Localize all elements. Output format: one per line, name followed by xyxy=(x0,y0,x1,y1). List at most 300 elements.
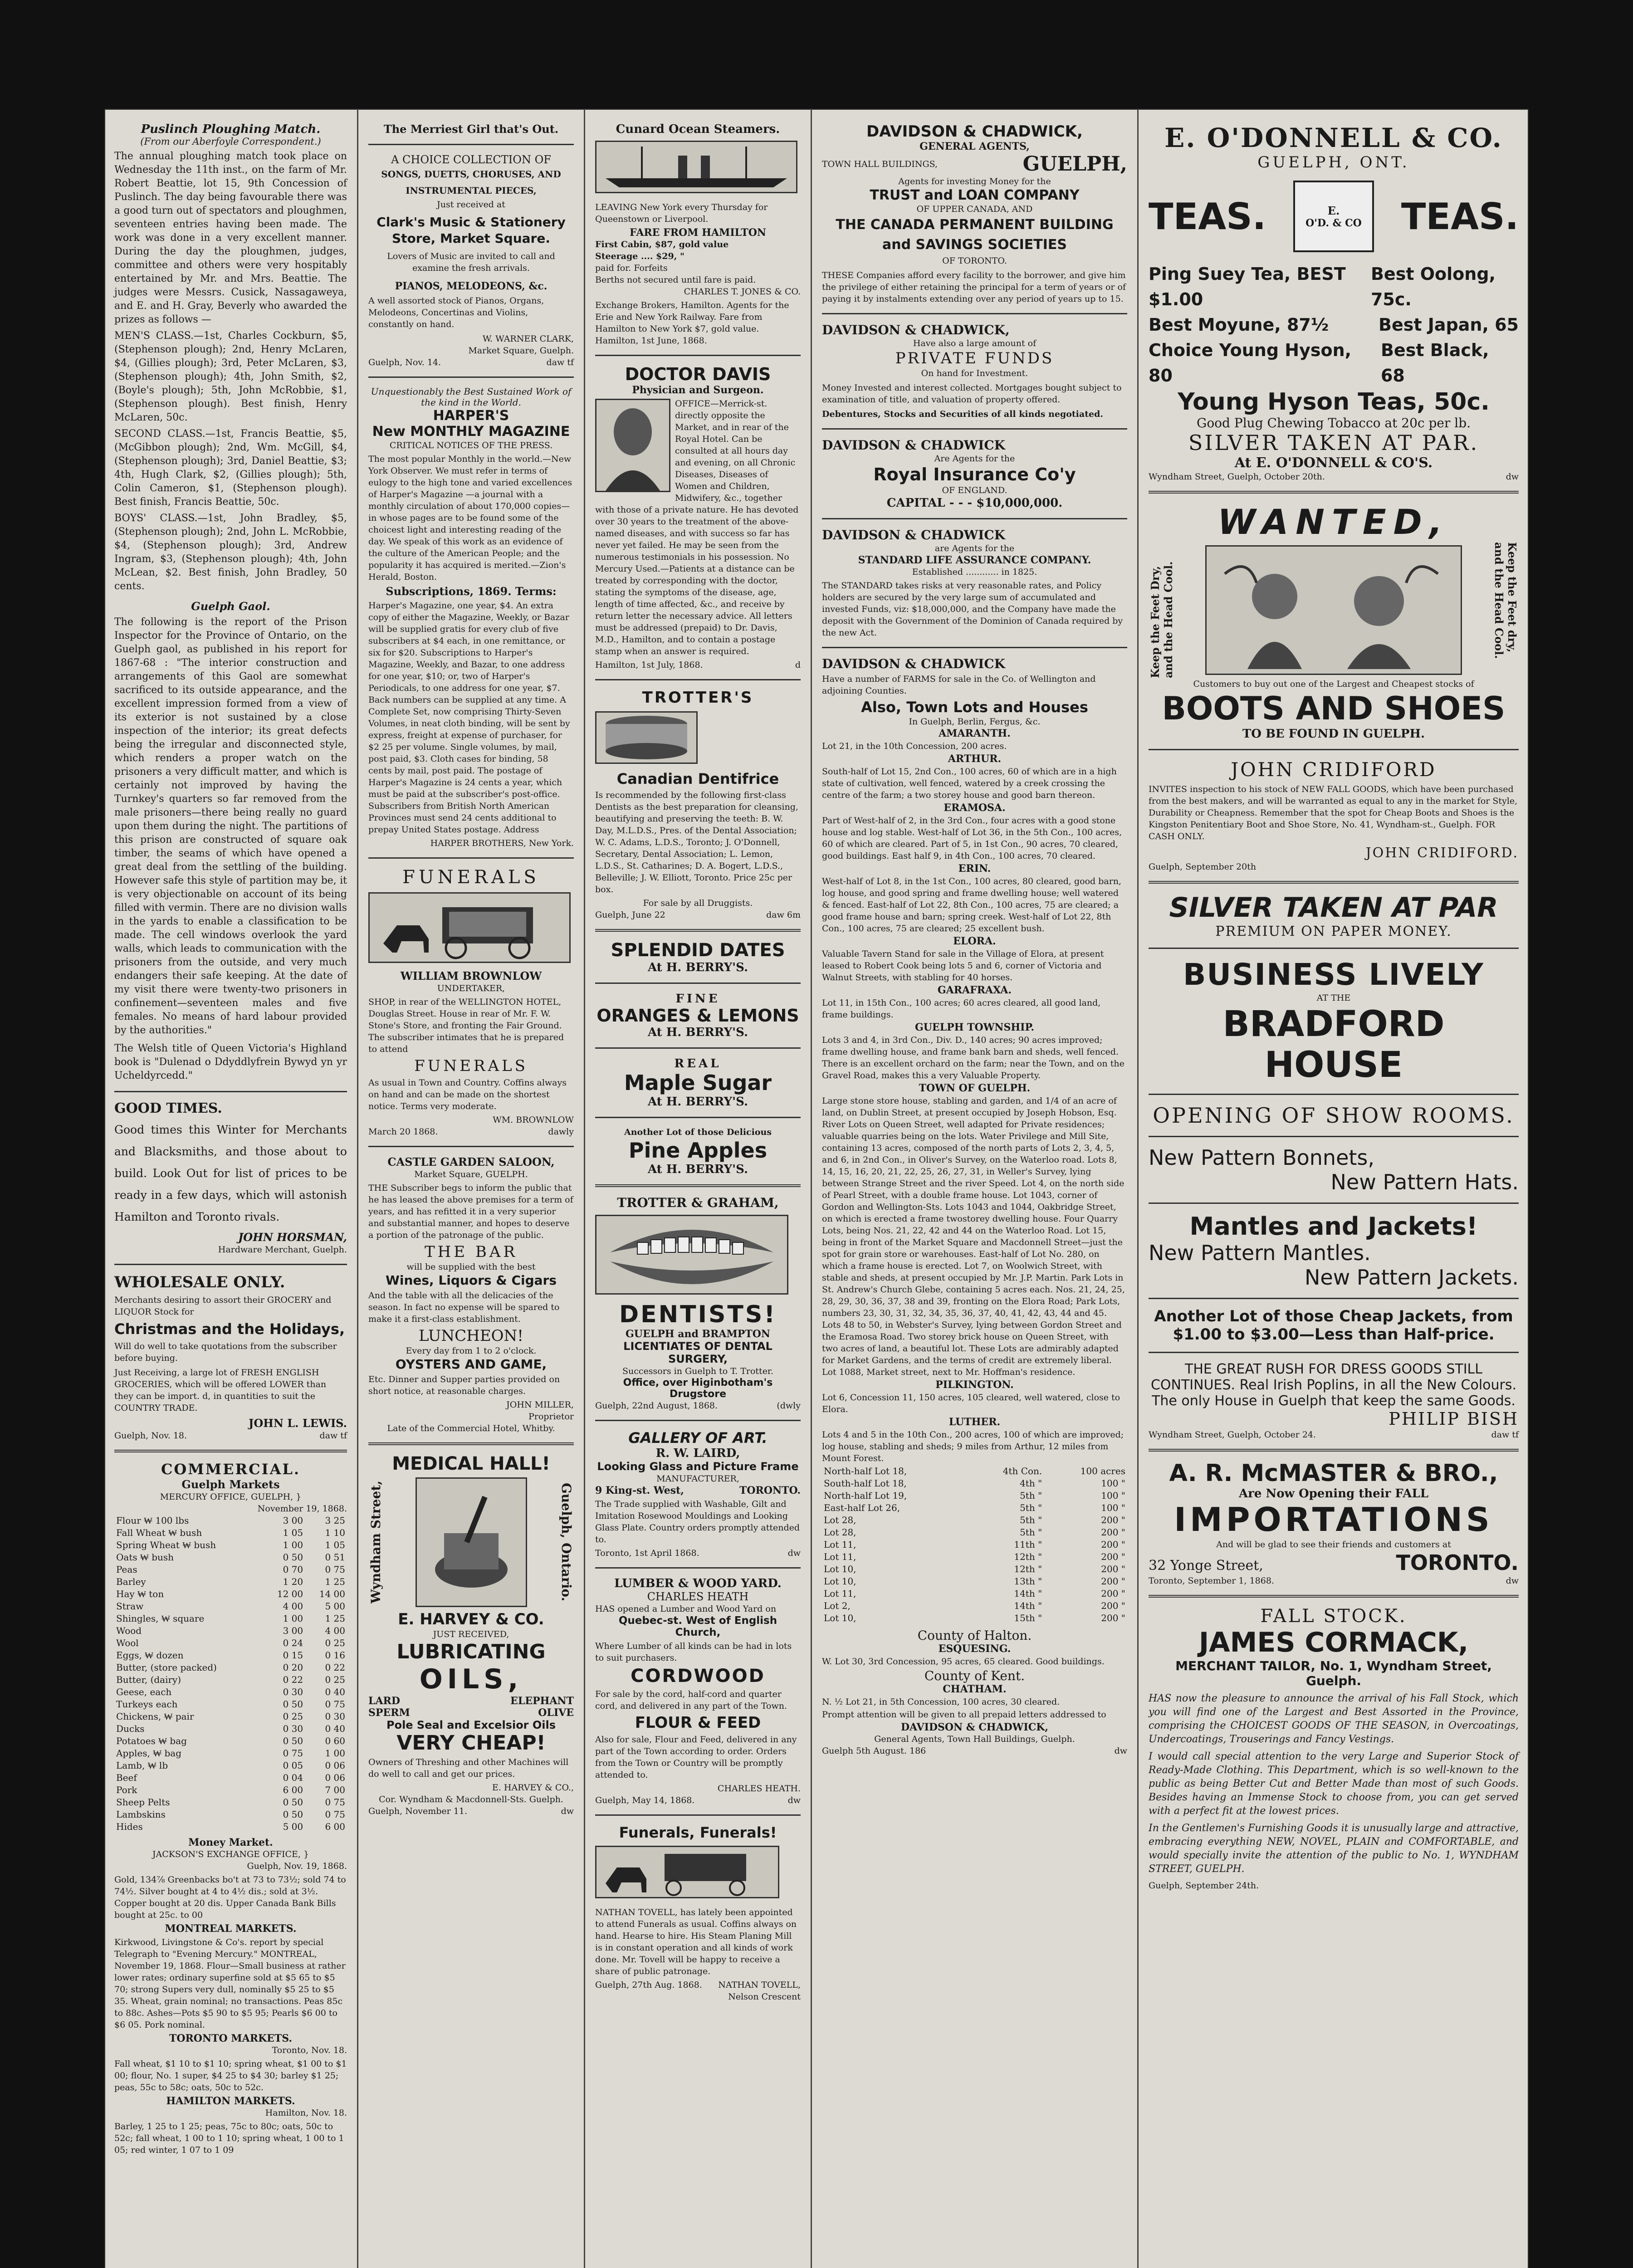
cormack-body-2: I would call special attention to the very Large and Superior Stock of Ready-Made Clothing. This Department, which is so well-known to the public as being Better Cut and Better Made than most of such Goods. Besides having an Immense Stock to choose from, you can get served with a perfect fit at the lowest prices. xyxy=(1149,1751,1519,1817)
market-row xyxy=(114,1674,347,1686)
divider xyxy=(595,929,801,932)
at-the: AT THE xyxy=(1316,993,1351,1003)
market-price: 0 24 xyxy=(283,1637,303,1648)
ploughing-subtitle: (From our Aberfoyle Correspondent.) xyxy=(140,136,321,147)
elephant: ELEPHANT xyxy=(510,1695,574,1707)
dc2-body: Have also a large amount of xyxy=(913,338,1037,348)
funerals-title: FUNERALS xyxy=(402,867,540,888)
market-item: Wool xyxy=(116,1637,139,1648)
agents-for: Agents for investing Money for the xyxy=(898,176,1051,186)
divider xyxy=(1149,1136,1519,1137)
laird-body: The Trade supplied with Washable, Gilt and Imitation Rosewood Mouldings and Looking Glass Plate. Country orders promptly attended to. xyxy=(595,1499,800,1545)
medical-panel xyxy=(368,1474,574,1610)
lard: LARD xyxy=(368,1695,400,1707)
market-item: Butter, (dairy) xyxy=(116,1674,181,1685)
trust-loan: TRUST and LOAN COMPANY xyxy=(870,187,1080,203)
luther-cell: 11th " xyxy=(1014,1539,1042,1550)
tea-left: Best Moyune, 87½ xyxy=(1149,315,1329,335)
luther-row xyxy=(822,1477,1127,1490)
luther-row xyxy=(822,1612,1127,1624)
divider xyxy=(595,679,801,680)
luther-cell: Lot 11, xyxy=(824,1551,856,1562)
lewis-code: daw tf xyxy=(319,1431,347,1441)
eramosa-body: Part of West-half of 2, in the 3rd Con., four acres with a good stone house and log stable. West-half of Lot 36, in the 5th Con., 100 acres, 60 of which are cleared. Part of 5, in 1st Con., 90 acres, 70 cleared, good buildings. East half 9, in 4th Con., 100 acres, 70 cleared. xyxy=(822,816,1122,861)
market-price: 1 20 xyxy=(283,1576,303,1587)
divider xyxy=(1149,881,1519,884)
market-price: 6 00 xyxy=(325,1821,345,1832)
cormack-body-3: In the Gentlemen's Furnishing Goods it is unusually large and attractive, embracing everything NEW, NOVEL, PLAIN and COMFORTABLE, and would specially invite the attention of the public to No. 1, WYNDHAM STREET, GUELPH. xyxy=(1149,1823,1519,1875)
prompt-note: Prompt attention will be given to all prepaid letters addressed to xyxy=(822,1710,1106,1720)
harpers-body: The most popular Monthly in the world.—New York Observer. We must refer in terms of eulogy to the high tone and varied excellences of Harper's Magazine —a journal with a monthly circulation of about 170,000 copies—in whose pages are to be found some of the choicest light and interesting reading of the day. We speak of this work as an evidence of the culture of the American People; and the popularity it has acquired is merited.—Zion's Herald, Boston. xyxy=(368,454,572,582)
market-item: Straw xyxy=(116,1601,144,1612)
debentures: Debentures, Stocks and Securities of all kinds negotiated. xyxy=(822,409,1103,419)
market-row xyxy=(114,1698,347,1711)
np-hats: New Pattern Hats. xyxy=(1330,1170,1519,1194)
tea-right: Best Black, 68 xyxy=(1380,340,1489,386)
luther-cell: 12th " xyxy=(1014,1551,1042,1562)
mcmaster-sub: Are Now Opening their FALL xyxy=(1238,1487,1429,1501)
commercial-title: COMMERCIAL. xyxy=(161,1461,301,1478)
market-price: 1 00 xyxy=(325,1748,345,1759)
tea-right: Best Oolong, 75c. xyxy=(1370,264,1496,309)
market-price: 0 70 xyxy=(283,1564,303,1575)
fare-steerage: Steerage .... $29, " xyxy=(595,251,684,261)
office-location: Office, over Higinbotham's Drugstore xyxy=(623,1377,773,1400)
silver-par: SILVER TAKEN AT PAR. xyxy=(1188,430,1479,455)
divider xyxy=(595,1567,801,1569)
luther-cell: Lot 10, xyxy=(824,1613,856,1623)
olive: OLIVE xyxy=(538,1707,574,1719)
business-lively: BUSINESS LIVELY xyxy=(1183,957,1484,992)
market-row xyxy=(114,1662,347,1674)
erin-body: West-half of Lot 8, in the 1st Con., 100 acres, 80 cleared, good barn, log house, and good spring and frame dwelling house; well watered & fenced. East-half of Lot 22, 8th Con., 100 acres, 75 are cleared; a good frame house and barn; spring creek. West-half of Lot 22, 8th Con., 100 acres, 75 are cleared; 25 excellent bush. xyxy=(822,876,1122,934)
keep-left: Keep the Feet Dry, and the Head Cool. xyxy=(1149,561,1175,678)
keep-right: Keep the Feet dry, and the Head Cool. xyxy=(1492,542,1519,659)
undertaker: UNDERTAKER, xyxy=(437,983,505,993)
lewis-date: Guelph, Nov. 18. xyxy=(114,1431,187,1441)
heath-date: Guelph, May 14, 1868. xyxy=(595,1795,695,1805)
market-price: 1 05 xyxy=(283,1527,303,1538)
also-town: Also, Town Lots and Houses xyxy=(861,699,1088,716)
odonnell-title: E. O'DONNELL & CO. xyxy=(1164,122,1503,153)
merriest-title: The Merriest Girl that's Out. xyxy=(383,122,559,136)
ploughing-title: Puslinch Ploughing Match. xyxy=(141,122,321,136)
amaranth-body: Lot 21, in the 10th Concession, 200 acres. xyxy=(822,741,1007,751)
luther-cell: Lot 11, xyxy=(824,1588,856,1599)
medical-hall: MEDICAL HALL! xyxy=(392,1453,550,1474)
elora-title: ELORA. xyxy=(953,935,996,947)
dentifrice-sold: For sale by all Druggists. xyxy=(643,898,753,908)
luncheon-sub: Every day from 1 to 2 o'clock. xyxy=(406,1346,537,1356)
market-item: Lambskins xyxy=(116,1809,166,1820)
luther-cell: 14th " xyxy=(1014,1588,1042,1599)
dc3-body: Are Agents for the xyxy=(934,454,1015,464)
luther-cell: 200 " xyxy=(1101,1613,1125,1623)
market-item: Chickens, ₩ pair xyxy=(116,1711,194,1722)
market-price: 0 50 xyxy=(283,1699,303,1710)
market-price: 5 00 xyxy=(325,1601,345,1612)
market-row xyxy=(114,1711,347,1723)
oils: OILS, xyxy=(419,1663,523,1695)
toronto-body: Fall wheat, $1 10 to $1 10; spring wheat, $1 00 to $1 00; flour, No. 1 super, $4 25 to $4 30; barley $1 25; peas, 55c to 58c; oats, 50c to 52c. xyxy=(114,2059,347,2092)
market-row xyxy=(114,1796,347,1809)
market-item: Eggs, ₩ dozen xyxy=(116,1650,184,1661)
market-price: 0 25 xyxy=(283,1711,303,1722)
very-cheap: VERY CHEAP! xyxy=(396,1731,546,1755)
mcmaster-date: Toronto, September 1, 1868. xyxy=(1149,1576,1274,1586)
market-price: 0 40 xyxy=(325,1686,345,1697)
luther-cell: East-half Lot 26, xyxy=(824,1502,900,1513)
bish-date: Wyndham Street, Guelph, October 24. xyxy=(1149,1430,1316,1440)
divider xyxy=(368,376,574,378)
divider xyxy=(595,1814,801,1816)
luther-cell: 200 " xyxy=(1101,1551,1125,1562)
toronto-title: TORONTO MARKETS. xyxy=(169,2033,292,2044)
guelph-markets-title: Guelph Markets xyxy=(181,1478,280,1491)
brownlow-sig: WM. BROWNLOW xyxy=(493,1115,574,1125)
arthur-body: South-half of Lot 15, 2nd Con., 100 acres, 60 of which are in a high state of cultivation, well fenced, watered by a creek crossing the centre of the farm; a two storey house and good barn thereon. xyxy=(822,767,1117,800)
market-price: 0 22 xyxy=(325,1662,345,1673)
market-item: Spring Wheat ₩ bush xyxy=(116,1540,216,1550)
harpers-mag: New MONTHLY MAGAZINE xyxy=(372,424,570,440)
heath-opened: HAS opened a Lumber and Wood Yard on xyxy=(595,1604,777,1614)
davis-title: DOCTOR DAVIS xyxy=(625,364,771,384)
market-item: Pork xyxy=(116,1784,137,1795)
capital: CAPITAL - - - $10,000,000. xyxy=(886,496,1063,510)
wines: Wines, Liquors & Cigars xyxy=(385,1273,557,1288)
market-price: 12 00 xyxy=(277,1589,303,1599)
market-row xyxy=(114,1625,347,1637)
trotters-title: TROTTER'S xyxy=(642,689,754,707)
market-price: 1 10 xyxy=(325,1527,345,1538)
market-item: Geese, each xyxy=(116,1686,172,1697)
market-price: 0 50 xyxy=(283,1552,303,1563)
another-lot: Another Lot of those Delicious xyxy=(624,1127,772,1137)
flour-feed-title: FLOUR & FEED xyxy=(635,1714,761,1732)
luther-cell: 200 " xyxy=(1101,1539,1125,1550)
cridiford-title: JOHN CRIDIFORD xyxy=(1231,758,1437,781)
private-sub: On hand for Investment. xyxy=(921,368,1028,378)
davis-body: OFFICE—Merrick-st. directly opposite the Market, and in rear of the Royal Hotel. Can be consulted at all hours day and evening, on all Chronic Diseases, Diseases of Women and Children, Midwifery, &c., together with those of a private nature. He has devoted over 30 years to the treatment of the above-named diseases, and with success so far has never yet failed. He may be seen from the numerous testimonials in his possession. No Mercury Used.—Patients at a distance can be treated by corresponding with the doctor, stating the symptoms of the disease, age, length of time affected, &c., and receive by return letter the necessary advice. All letters must be addressed (prepaid) to Dr. Davis, M.D., Hamilton, and to contain a postage stamp when an answer is required. xyxy=(595,399,799,656)
market-price: 7 00 xyxy=(325,1784,345,1795)
toronto-date: Toronto, Nov. 18. xyxy=(272,2045,347,2055)
divider xyxy=(368,1442,574,1445)
at-berry-1: At H. BERRY'S. xyxy=(647,961,748,974)
luther-cell: 200 " xyxy=(1101,1527,1125,1538)
market-row xyxy=(114,1747,347,1760)
market-row xyxy=(114,1576,347,1588)
private-funds: PRIVATE FUNDS xyxy=(895,349,1054,367)
market-price: 3 00 xyxy=(283,1515,303,1526)
town-title: TOWN OF GUELPH. xyxy=(919,1082,1031,1094)
market-price: 0 60 xyxy=(325,1735,345,1746)
toronto-big: TORONTO. xyxy=(1396,1550,1519,1575)
oysters: OYSTERS AND GAME, xyxy=(395,1357,547,1372)
market-price: 0 30 xyxy=(325,1711,345,1722)
harpers-notices: CRITICAL NOTICES OF THE PRESS. xyxy=(389,440,553,450)
teas-left: TEAS. xyxy=(1149,195,1266,238)
market-price: 1 25 xyxy=(325,1576,345,1587)
divider xyxy=(1149,749,1519,750)
laird-name: R. W. LAIRD, xyxy=(655,1447,740,1460)
market-price: 0 16 xyxy=(325,1650,345,1661)
pianos-title: PIANOS, MELODEONS, &c. xyxy=(395,280,548,292)
harvey-date: Guelph, November 11. xyxy=(368,1806,468,1816)
fine-label: FINE xyxy=(675,992,720,1006)
bish-name: PHILIP BISH xyxy=(1389,1409,1519,1429)
dc2-title: DAVIDSON & CHADWICK, xyxy=(822,323,1010,337)
money-body: Gold, 134⅞ Greenbacks bo't at 73 to 73½; sold 74 to 74½. Silver bought at 4 to 4½ dis.; sold at 3½. Copper bought at 20 dis. Upper Canada Bank Bills bought at 25c. to 00 xyxy=(114,1875,346,1920)
market-price: 0 50 xyxy=(283,1797,303,1808)
funerals2-title: FUNERALS xyxy=(414,1057,528,1075)
standard-life: STANDARD LIFE ASSURANCE COMPANY. xyxy=(858,554,1091,566)
market-item: Sheep Pelts xyxy=(116,1797,170,1808)
amaranth-title: AMARANTH. xyxy=(939,728,1011,739)
laird-date: Toronto, 1st April 1868. xyxy=(595,1548,699,1558)
market-price: 0 75 xyxy=(325,1564,345,1575)
market-row xyxy=(114,1821,347,1833)
luther-cell: Lot 2, xyxy=(824,1600,851,1611)
companies-body: THESE Companies afford every facility to the borrower, and give him the privilege of either retaining the principal for a term of years or of paying it by instalments extending over any period of years up to 15. xyxy=(822,270,1126,304)
guelph-twp-body: Lots 3 and 4, in 3rd Con., Div. D., 140 acres; 90 acres improved; frame dwelling house, and frame bank barn and sheds, well fenced. There is an excellent orchard on the farm; near the Town, and on the Gravel Road, makes this a very Valuable Property. xyxy=(822,1035,1125,1080)
luther-cell: Lot 10, xyxy=(824,1564,856,1574)
clarks-store: Clark's Music & Stationery Store, Market Square. xyxy=(376,215,566,246)
cridiford-body: INVITES inspection to his stock of NEW FALL GOODS, which have been purchased from the best makers, and will be warranted as equal to any in the market for Style, Durability or Cheapness. Remember that the spot for Cheap Boots and Shoes is the Kingston Penitentiary Boot and Shoe Store, No. 41, Wyndham-st., Guelph. FOR CASH ONLY. xyxy=(1149,784,1518,841)
bar-body: And the table with all the delicacies of the season. In fact no expense will be spared to make it a first-class establishment. xyxy=(368,1290,560,1324)
quebec-st: Quebec-st. West of English Church, xyxy=(618,1615,777,1638)
subs-body: Harper's Magazine, one year, $4. An extra copy of either the Magazine, Weekly, or Bazar will be supplied gratis for every club of five subscribers at $4 each, in one remittance, or six for $20. Subscriptions to Harper's Magazine, Weekly, and Bazar, to one address for one year, $10; or, two of Harper's Periodicals, to one address for one year, $7. Back numbers can be supplied at any time. A Complete Set, now comprising Thirty-Seven Volumes, in neat cloth binding, will be sent by express, freight at expense of purchaser, for $2 25 per volume. Single volumes, by mail, post paid, $3. Cloth cases for binding, 58 cents by mail, post paid. The postage of Harper's Magazine is 24 cents a year, which must be paid at the subscriber's post-office. Subscribers from British North American Provinces must send 24 cents additional to prepay United States postage. Address xyxy=(368,601,570,835)
divider xyxy=(1149,1595,1519,1598)
cord-body: For sale by the cord, half-cord and quarter cord, and delivered in any part of the Town. xyxy=(595,1689,787,1711)
divider xyxy=(1149,1352,1519,1353)
harvey-name: E. HARVEY & CO. xyxy=(398,1610,544,1628)
pilkington-title: PILKINGTON. xyxy=(935,1379,1014,1391)
fare-first: First Cabin, $87, gold value xyxy=(595,240,729,249)
luther-cell: Lot 28, xyxy=(824,1527,856,1538)
dentists-title: DENTISTS! xyxy=(619,1301,777,1328)
market-price: 0 06 xyxy=(325,1772,345,1783)
dentifrice-title: Canadian Dentifrice xyxy=(616,770,779,787)
miller-name: JOHN MILLER, xyxy=(506,1400,574,1410)
luther-body: Lots 4 and 5 in the 10th Con., 200 acres, 100 of which are improved; log house, stabling and sheds; 9 miles from Arthur, 12 miles from Mount Forest. xyxy=(822,1430,1124,1463)
market-price: 0 75 xyxy=(283,1748,303,1759)
castle-addr: Market Square, GUELPH. xyxy=(414,1169,528,1179)
royal-insurance: Royal Insurance Co'y xyxy=(873,464,1076,484)
tea-left: Choice Young Hyson, 80 xyxy=(1149,340,1352,386)
tea-left: Ping Suey Tea, BEST $1.00 xyxy=(1149,264,1346,309)
market-item: Beef xyxy=(116,1772,137,1783)
divider xyxy=(822,647,1127,648)
dc5-body: Have a number of FARMS for sale in the Co. of Wellington and adjoining Counties. xyxy=(822,674,1096,696)
tovell-addr: Nelson Crescent xyxy=(728,1992,801,2002)
market-row xyxy=(114,1723,347,1735)
luther-row xyxy=(822,1588,1127,1600)
divider xyxy=(1149,948,1519,949)
luther-cell: 4th " xyxy=(1020,1478,1042,1489)
divider xyxy=(595,1420,801,1421)
harvey-sig: E. HARVEY & CO., xyxy=(492,1783,574,1793)
castle-body: THE Subscriber begs to inform the public that he has leased the above premises for a term of years, and has refitted it in a very superior and substantial manner, and hopes to deserve a portion of the patronage of the public. xyxy=(368,1183,573,1240)
market-item: Barley xyxy=(116,1576,146,1587)
luther-cell: 200 " xyxy=(1101,1576,1125,1587)
money-date: Guelph, Nov. 19, 1868. xyxy=(247,1861,347,1871)
logo-od: O'D. & CO xyxy=(1305,217,1362,229)
bar-title: THE BAR xyxy=(424,1243,518,1261)
at-odonnell: At E. O'DONNELL & CO'S. xyxy=(1234,455,1433,471)
market-item: Fall Wheat ₩ bush xyxy=(116,1527,202,1538)
tea-row xyxy=(1149,312,1519,337)
brownlow-body: SHOP, in rear of the WELLINGTON HOTEL, Douglas Street. House in rear of Mr. F. W. Stone's Store, and fronting the Fair Ground. The subscriber intimates that he is prepared to attend xyxy=(368,997,564,1054)
clark-date: Guelph, Nov. 14. xyxy=(368,357,441,367)
market-price: 0 25 xyxy=(325,1674,345,1685)
tea-price-list xyxy=(1149,261,1519,388)
market-row xyxy=(114,1760,347,1772)
fare-paid: paid for. Forfeits xyxy=(595,263,668,273)
market-row xyxy=(114,1600,347,1613)
chatham-title: CHATHAM. xyxy=(943,1683,1007,1695)
luther-cell: 14th " xyxy=(1014,1600,1042,1611)
odonnell-date: Wyndham Street, Guelph, October 20th. xyxy=(1149,472,1325,482)
luther-cell: 15th " xyxy=(1014,1613,1042,1623)
silver-big: SILVER TAKEN AT PAR xyxy=(1169,892,1498,924)
luther-cell: 4th Con. xyxy=(1002,1466,1042,1476)
dentifrice-code: daw 6m xyxy=(766,910,801,920)
montreal-body: Kirkwood, Livingstone & Co's. report by special Telegraph to "Evening Mercury." MONTREAL, November 19, 1868. Flour—Small business at rather lower rates; ordinary superfine sold at $5 65 to $5 70; strong Supers very dull, nominally $5 25 to $5 35. Wheat, grain nominal; no transactions. Peas 85c to 88c. Ashes—Pots $5 90 to $5 95; Pearls $6 00 to $6 05. Pork nominal. xyxy=(114,1937,346,2030)
divider xyxy=(595,1184,801,1187)
ploughing-boys: BOYS' CLASS.—1st, John Bradley, $5, (Stephenson plough); 2nd, John L. McRobbie, $4, (Stephenson plough); 3rd, Andrew Ingram, $3, (Stephenson plough); 4th, John McLean, $2. Best finish, John Bradley, 50 cents. xyxy=(114,513,347,592)
dentists-loc: GUELPH and BRAMPTON xyxy=(626,1328,770,1340)
divider xyxy=(1149,491,1519,494)
luther-row xyxy=(822,1526,1127,1539)
market-price: 4 00 xyxy=(325,1625,345,1636)
market-price: 0 75 xyxy=(325,1809,345,1820)
divider xyxy=(114,1264,347,1265)
king-st: 9 King-st. West, xyxy=(595,1485,684,1496)
market-table xyxy=(114,1515,347,1833)
at-berry-3: At H. BERRY'S. xyxy=(647,1095,748,1109)
bish-code: daw tf xyxy=(1491,1430,1519,1440)
oysters-body: Etc. Dinner and Supper parties provided on short notice, at reasonable charges. xyxy=(368,1374,560,1396)
divider xyxy=(1149,1094,1519,1095)
office-code: (dwly xyxy=(777,1401,801,1411)
wholesale-receiving: Just Receiving, a large lot of FRESH ENGLISH GROCERIES, which will be offered LOWER than they can be import. d, in quantities to suit the COUNTRY TRADE. xyxy=(114,1368,327,1413)
clark-code: daw tf xyxy=(546,357,574,367)
market-price: 0 20 xyxy=(283,1662,303,1673)
doctor-portrait xyxy=(595,399,670,492)
market-price: 1 00 xyxy=(283,1613,303,1624)
royal-sub: OF ENGLAND. xyxy=(942,485,1007,495)
mercury-date: November 19, 1868. xyxy=(257,1504,347,1514)
halton-title: County of Halton. xyxy=(917,1628,1032,1643)
luther-cell: North-half Lot 18, xyxy=(824,1466,907,1476)
divider xyxy=(1149,1449,1519,1452)
market-price: 0 75 xyxy=(325,1699,345,1710)
lubricating: LUBRICATING xyxy=(396,1640,546,1663)
luther-cell: 200 " xyxy=(1101,1515,1125,1525)
davis-code: d xyxy=(795,660,801,670)
column-2 xyxy=(358,109,585,2268)
welsh-note: The Welsh title of Queen Victoria's Highland book is "Dulenad o Ddyddlyfrein Bywyd yn yr Ucheldyrcedd." xyxy=(114,1043,347,1081)
luther-row xyxy=(822,1563,1127,1575)
laird-code: dw xyxy=(787,1548,801,1558)
elora-body: Valuable Tavern Stand for sale in the Village of Elora, at present leased to Robert Cook being lots 5 and 6, corner of Victoria and Walnut Streets, with stabling for 40 horses. xyxy=(822,949,1104,982)
market-price: 0 75 xyxy=(325,1797,345,1808)
market-price: 0 50 xyxy=(283,1735,303,1746)
lumber-title: LUMBER & WOOD YARD. xyxy=(614,1577,782,1590)
market-item: Ducks xyxy=(116,1723,145,1734)
market-price: 0 25 xyxy=(325,1637,345,1648)
gaol-body: The following is the report of the Prison Inspector for the Province of Ontario, on the Guelph gaol, as published in his report for 1867-68 : "The interior construction and arrangements of this Gaol are somewhat sacrificed to its outside appearance, and the excellent impression formed from a view of its exterior is not sustained by a close inspection of the interior; its great defects being the irregular and disconnected style, which renders a proper watch on the prisoners a very difficult matter, and which is certainly not improved by having the Turnkey's quarters so far removed from the male prisoners—there being really no guard upon them during the night. The partitions of this prison are constructed of square oak timber, the seams of which have opened a great deal from the settling of the building. However safe this style of partition may be, it is very objectionable on account of its being filled with vermin. There are no division walls in the yards to enable a classification to be made. The cell windows overlook the yard walls, which leads to communication with the prisoners from the outside, and very much endangers their safe keeping. At the date of my visit there were twenty-two prisoners in confinement—seventeen males and five females. No means of hard labour provided by the authorities." xyxy=(114,616,347,1036)
cormack-role: MERCHANT TAILOR, No. 1, Wyndham Street, Guelph. xyxy=(1175,1658,1492,1688)
arthur-title: ARTHUR. xyxy=(948,753,1002,765)
market-price: 1 00 xyxy=(283,1540,303,1550)
luther-row xyxy=(822,1600,1127,1612)
clarks-lovers: Lovers of Music are invited to call and examine the fresh arrivals. xyxy=(387,251,555,273)
looking-glass: Looking Glass and Picture Frame xyxy=(597,1460,799,1473)
trotter-graham: TROTTER & GRAHAM, xyxy=(617,1195,779,1210)
brownlow-code: dawly xyxy=(548,1127,574,1137)
heath-code: dw xyxy=(787,1795,801,1805)
successors: Successors in Guelph to T. Trotter. xyxy=(622,1366,773,1376)
of-toronto: OF TORONTO. xyxy=(942,256,1007,266)
market-price: 0 30 xyxy=(283,1686,303,1697)
toronto-label: TORONTO. xyxy=(739,1485,801,1496)
market-price: 3 00 xyxy=(283,1625,303,1636)
luther-row xyxy=(822,1514,1127,1526)
harvey-recv: JUST RECEIVED, xyxy=(433,1629,509,1639)
hamilton-title: HAMILTON MARKETS. xyxy=(166,2095,295,2107)
divider xyxy=(368,857,574,859)
market-price: 1 05 xyxy=(325,1540,345,1550)
np-jackets: New Pattern Jackets. xyxy=(1304,1265,1519,1290)
luther-cell: 100 acres xyxy=(1080,1466,1125,1476)
luther-cell: 5th " xyxy=(1020,1527,1042,1538)
market-item: Hay ₩ ton xyxy=(116,1589,164,1599)
wanted-title: WANTED, xyxy=(1217,502,1450,542)
kent-title: County of Kent. xyxy=(924,1668,1025,1683)
hearse-illustration xyxy=(368,892,571,963)
luther-cell: 100 " xyxy=(1101,1490,1125,1501)
davidson-title: DAVIDSON & CHADWICK, xyxy=(866,122,1083,141)
funerals-tovell-title: Funerals, Funerals! xyxy=(619,1824,777,1841)
dentifrice-body: Is recommended by the following first-class Dentists as the best preparation for cleansing, beautifying and preserving the teeth: B. W. Day, M.L.D.S., Pres. of the Dental Association; W. C. Adams, L.D.S., Toronto; J. O'Donnell, Secretary, Dental Association; L. Lemon, L.D.S., St. Catharines; D. A. Bogert, L.D.S., Belleville; J. W. Elliott, Toronto. Price 25c per box. xyxy=(595,790,798,894)
market-row xyxy=(114,1784,347,1796)
oranges-title: ORANGES & LEMONS xyxy=(596,1006,799,1026)
luther-row xyxy=(822,1490,1127,1502)
hamilton-body: Barley, 1 25 to 1 25; peas, 75c to 80c; oats, 50c to 52c; fall wheat, 1 00 to 1 10; spring wheat, 1 00 to 1 05; red winter, 1 07 to 1 09 xyxy=(114,2121,344,2155)
importations: IMPORTATIONS xyxy=(1174,1501,1493,1539)
luther-cell: 5th " xyxy=(1020,1515,1042,1525)
luther-cell: 100 " xyxy=(1101,1502,1125,1513)
market-price: 0 50 xyxy=(283,1809,303,1820)
luther-row xyxy=(822,1575,1127,1588)
harper-bros: HARPER BROTHERS, New York. xyxy=(430,838,574,848)
wanted-panel xyxy=(1149,542,1519,678)
market-price: 0 22 xyxy=(283,1674,303,1685)
market-row xyxy=(114,1588,347,1600)
cunard-title: Cunard Ocean Steamers. xyxy=(616,122,780,136)
erin-title: ERIN. xyxy=(958,863,991,875)
ploughing-body: The annual ploughing match took place on Wednesday the 11th inst., on the farm of Mr. Robert Beattie, lot 15, 9th Concession of Puslinch. The day being favourable there was a good turn out of spectators and ploughmen, seventeen entries having been made. The work was done in a very excellent manner. During the day the ploughmen, judges, committee and others were very hospitably entertained by Mr. and Mrs. Beattie. The judges were Messrs. Cusick, Nassagaweya, and E. and H. Gray, Beverly who awarded the prizes as follows — xyxy=(114,151,347,325)
tea-row xyxy=(1149,337,1519,388)
newspaper-page xyxy=(104,109,1529,2268)
dentifrice-box-illustration xyxy=(595,711,698,764)
luther-cell: Lot 11, xyxy=(824,1539,856,1550)
poleseal: Pole Seal and Excelsior Oils xyxy=(386,1719,556,1731)
harper-quote: Unquestionably the Best Sustained Work of the kind in the World. xyxy=(371,386,572,408)
dc4-body: are Agents for the xyxy=(934,543,1015,553)
harvey-code: dw xyxy=(561,1806,574,1816)
